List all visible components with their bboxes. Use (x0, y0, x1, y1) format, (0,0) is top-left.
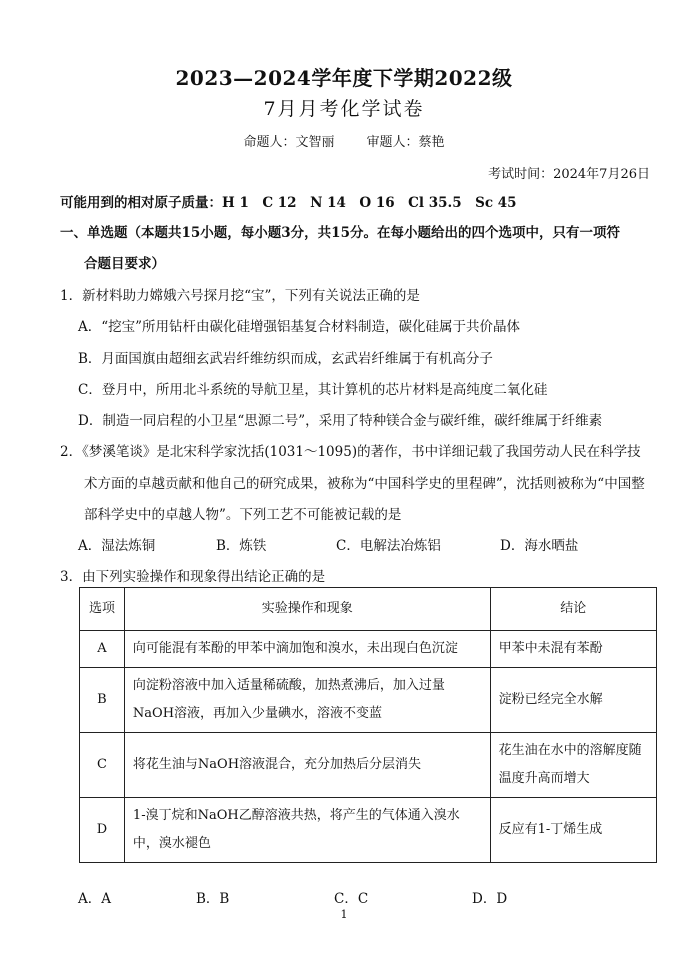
row-option: D (80, 798, 125, 863)
q1-option-a: A．“挖宝”所用钻杆由碳化硅增强铝基复合材料制造，碳化硅属于共价晶体 (78, 319, 521, 335)
q2-options (78, 534, 578, 554)
q3-option-d: D．D (472, 891, 508, 907)
table-header: 结论 (490, 588, 656, 631)
row-conclusion: 甲苯中未混有苯酚 (490, 631, 656, 668)
q1-stem: 1．新材料助力嫦娥六号探月挖“宝”，下列有关说法正确的是 (60, 288, 420, 304)
row-option: C (80, 733, 125, 798)
table-row (80, 798, 657, 863)
row-operation: 1-溴丁烷和NaOH乙醇溶液共热，将产生的气体通入溴水中，溴水褪色 (124, 798, 490, 863)
author-label: 命题人：文智丽 (243, 135, 335, 150)
table-row (80, 668, 657, 733)
row-option: B (80, 668, 125, 733)
row-conclusion: 淀粉已经完全水解 (490, 668, 656, 733)
atomic-masses: 可能用到的相对原子质量：H 1 C 12 N 14 O 16 Cl 35.5 Sc 45 (60, 195, 517, 211)
authors-line (0, 131, 688, 150)
q2-option-a: A．湿法炼铜 (78, 538, 156, 554)
q2-stem: 2．《梦溪笔谈》是北宋科学家沈括(1031～1095)的著作，书中详细记载了我国劳动人民在科学技 (60, 444, 641, 460)
q2-option-c: C．电解法冶炼铝 (336, 538, 441, 554)
q3-stem: 3．由下列实验操作和现象得出结论正确的是 (60, 569, 326, 585)
section1-heading: 一、单选题（本题共15小题，每小题3分，共15分。在每小题给出的四个选项中，只有一项符 (60, 225, 620, 241)
row-conclusion: 反应有1-丁烯生成 (490, 798, 656, 863)
exam-title: 2023—2024学年度下学期2022级 (175, 66, 513, 90)
exam-time: 考试时间：2024年7月26日 (488, 167, 650, 182)
table-header-row (80, 588, 657, 631)
exam-subtitle: 7月月考化学试卷 (263, 98, 425, 120)
q2-option-b: B．炼铁 (216, 538, 267, 554)
row-option: A (80, 631, 125, 668)
q3-option-a: A．A (78, 891, 111, 907)
table-row (80, 631, 657, 668)
q1-option-c: C．登月中，所用北斗系统的导航卫星，其计算机的芯片材料是高纯度二氧化硅 (78, 382, 548, 398)
reviewer-label: 审题人：蔡艳 (366, 135, 445, 150)
table-row (80, 733, 657, 798)
row-operation: 向可能混有苯酚的甲苯中滴加饱和溴水，未出现白色沉淀 (124, 631, 490, 668)
q3-option-c: C．C (334, 891, 369, 907)
q2-option-d: D．海水晒盐 (500, 538, 579, 554)
q2-stem-cont: 术方面的卓越贡献和他自己的研究成果，被称为“中国科学史的里程碑”，沈括则被称为“中国整 (84, 476, 645, 492)
row-conclusion: 花生油在水中的溶解度随温度升高而增大 (490, 733, 656, 798)
table-header: 实验操作和现象 (124, 588, 490, 631)
row-operation: 向淀粉溶液中加入适量稀硫酸，加热煮沸后，加入过量NaOH溶液，再加入少量碘水，溶液不变蓝 (124, 668, 490, 733)
table-header: 选项 (80, 588, 125, 631)
q1-option-d: D．制造一同启程的小卫星“思源二号”，采用了特种镁合金与碳纤维，碳纤维属于纤维素 (78, 413, 603, 429)
section1-heading-cont: 合题目要求） (84, 256, 165, 272)
q3-options (78, 887, 507, 907)
row-operation: 将花生油与NaOH溶液混合，充分加热后分层消失 (124, 733, 490, 798)
q1-option-b: B．月面国旗由超细玄武岩纤维纺织而成，玄武岩纤维属于有机高分子 (78, 351, 493, 367)
experiment-table (79, 587, 657, 863)
q3-option-b: B．B (196, 891, 230, 907)
q2-stem-cont2: 部科学史中的卓越人物”。下列工艺不可能被记载的是 (84, 507, 402, 523)
page-number: 1 (340, 908, 348, 921)
